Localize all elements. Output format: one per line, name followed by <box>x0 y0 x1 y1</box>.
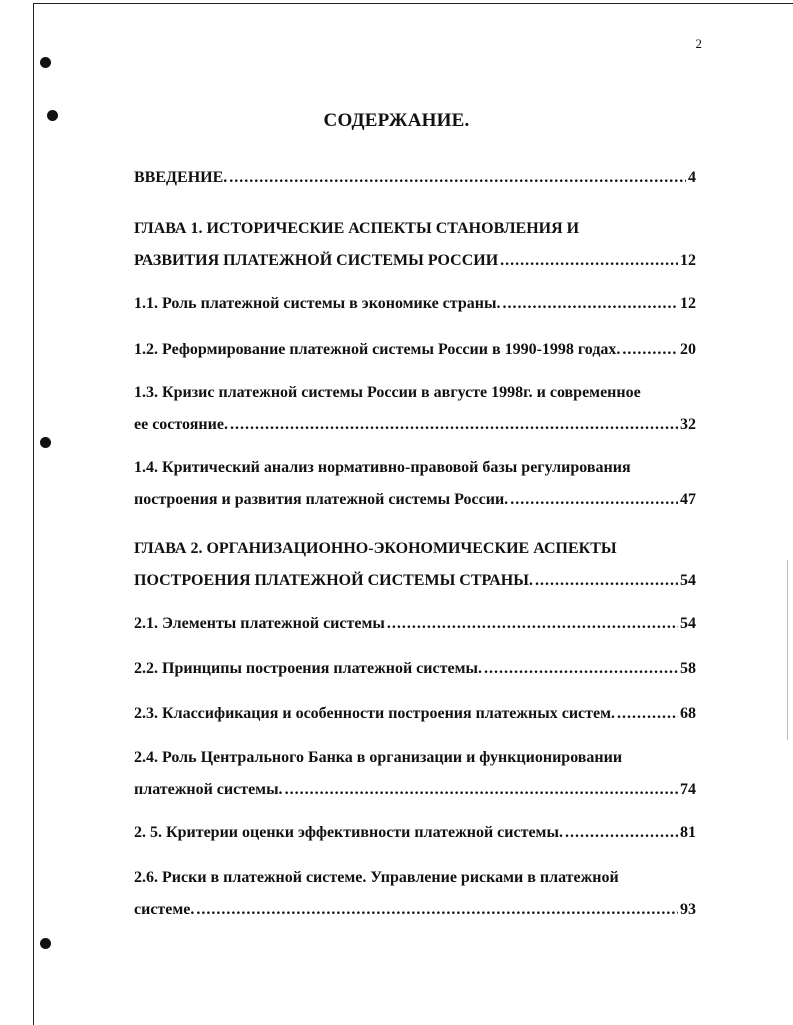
toc-entry-2-5[interactable] <box>134 817 696 849</box>
entry-title: 2.4. Роль Центрального Банка в организации и функционировании <box>134 749 623 766</box>
entry-title-cont: построения и развития платежной системы России. <box>134 491 509 508</box>
entry-title: 1.4. Критический анализ нормативно-правовой базы регулирования <box>134 459 631 476</box>
dot-leader <box>565 817 678 849</box>
dot-leader <box>484 653 678 685</box>
toc-entry-introduction[interactable] <box>134 162 696 194</box>
entry-title-cont: ее состояние. <box>134 416 228 433</box>
scan-frame-left <box>33 3 34 1025</box>
entry-title: 2.3. Классификация и особенности построения платежных систем. <box>134 705 615 722</box>
dot-leader <box>535 565 678 597</box>
toc-entry-chapter-1[interactable] <box>134 213 696 277</box>
entry-title: ГЛАВА 1. ИСТОРИЧЕСКИЕ АСПЕКТЫ СТАНОВЛЕНИЯ И <box>134 220 580 237</box>
toc-entry-chapter-2[interactable] <box>134 533 696 597</box>
punch-hole-4 <box>40 938 51 949</box>
entry-title-cont: платежной системы. <box>134 781 283 798</box>
entry-page: 12 <box>680 252 696 269</box>
entry-page: 4 <box>688 169 696 186</box>
page-number: 2 <box>695 36 702 51</box>
dot-leader <box>500 245 678 277</box>
dot-leader <box>387 608 678 640</box>
entry-title-cont: ПОСТРОЕНИЯ ПЛАТЕЖНОЙ СИСТЕМЫ СТРАНЫ. <box>134 572 533 589</box>
dot-leader <box>622 334 678 366</box>
dot-leader <box>617 698 678 730</box>
entry-title: 2.1. Элементы платежной системы <box>134 615 385 632</box>
toc-entry-2-2[interactable] <box>134 653 696 685</box>
punch-hole-3 <box>40 437 51 448</box>
entry-page: 12 <box>680 295 696 312</box>
dot-leader <box>285 774 678 806</box>
toc-entry-2-1[interactable] <box>134 608 696 640</box>
entry-page: 47 <box>680 491 696 508</box>
entry-page: 81 <box>680 824 696 841</box>
entry-page: 54 <box>680 572 696 589</box>
entry-page: 74 <box>680 781 696 798</box>
entry-page: 54 <box>680 615 696 632</box>
page-title: СОДЕРЖАНИЕ. <box>323 110 470 131</box>
entry-title: ВВЕДЕНИЕ. <box>134 169 228 186</box>
entry-page: 58 <box>680 660 696 677</box>
entry-title: ГЛАВА 2. ОРГАНИЗАЦИОННО-ЭКОНОМИЧЕСКИЕ АСПЕКТЫ <box>134 540 617 557</box>
toc-entry-2-4[interactable] <box>134 742 696 806</box>
entry-title: 2. 5. Критерии оценки эффективности платежной системы. <box>134 824 563 841</box>
toc-entry-1-1[interactable] <box>134 288 696 320</box>
entry-title: 2.2. Принципы построения платежной системы. <box>134 660 482 677</box>
entry-page: 68 <box>680 705 696 722</box>
dot-leader <box>196 894 678 926</box>
entry-title: 1.2. Реформирование платежной системы России в 1990-1998 годах. <box>134 341 621 358</box>
entry-title: 2.6. Риски в платежной системе. Управление рисками в платежной <box>134 869 619 886</box>
entry-page: 20 <box>680 341 696 358</box>
toc-entry-2-3[interactable] <box>134 698 696 730</box>
toc-entry-2-6[interactable] <box>134 862 696 926</box>
toc-entry-1-3[interactable] <box>134 377 696 441</box>
entry-title: 1.3. Кризис платежной системы России в августе 1998г. и современное <box>134 384 641 401</box>
entry-title-cont: системе. <box>134 901 195 918</box>
entry-page: 32 <box>680 416 696 433</box>
scan-frame-right <box>787 560 788 740</box>
punch-hole-1 <box>40 57 51 68</box>
entry-title: 1.1. Роль платежной системы в экономике страны. <box>134 295 501 312</box>
toc-entry-1-4[interactable] <box>134 452 696 516</box>
entry-page: 93 <box>680 901 696 918</box>
dot-leader <box>230 409 678 441</box>
entry-title-cont: РАЗВИТИЯ ПЛАТЕЖНОЙ СИСТЕМЫ РОССИИ <box>134 252 499 269</box>
dot-leader <box>510 484 678 516</box>
dot-leader <box>502 288 678 320</box>
toc-entry-1-2[interactable] <box>134 334 696 366</box>
dot-leader <box>229 162 686 194</box>
scan-frame-top <box>33 3 793 4</box>
